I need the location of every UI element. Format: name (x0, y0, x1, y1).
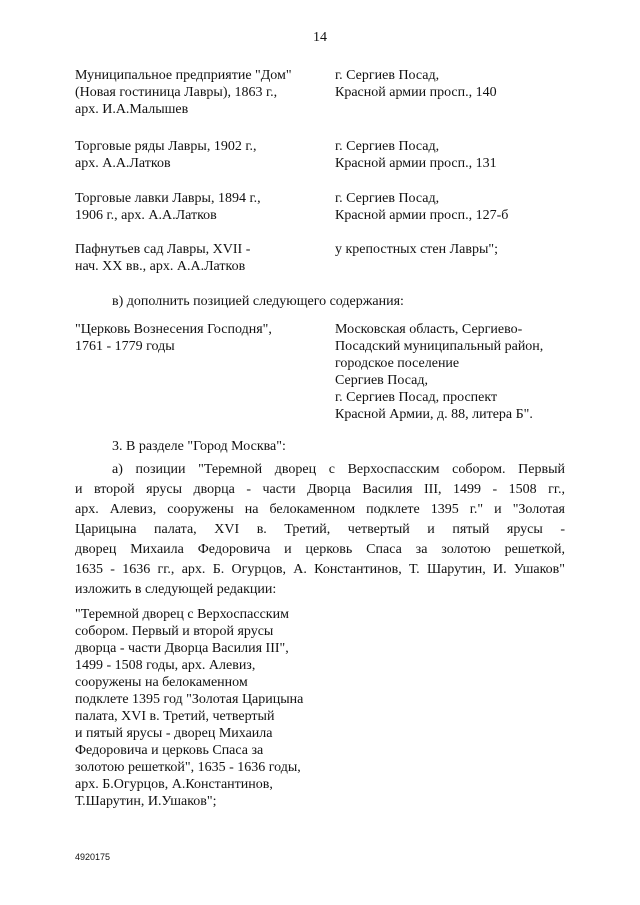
text-line: г. Сергиев Посад, (335, 68, 440, 83)
text-line: Торговые лавки Лавры, 1894 г., (75, 191, 261, 206)
text-line: арх. Б.Огурцов, А.Константинов, (75, 777, 273, 792)
text-line: 1499 - 1508 годы, арх. Алевиз, (75, 658, 256, 673)
text-line: сооружены на белокаменном (75, 675, 248, 690)
entry-object-name (75, 321, 330, 355)
text-line: Красной армии просп., 127-б (335, 208, 509, 223)
text-line: г. Сергиев Посад, проспект (335, 390, 498, 405)
text-line: золотою решеткой", 1635 - 1636 годы, (75, 760, 301, 775)
text-line: дворец Михаила Федоровича и церковь Спаса за золотою решеткой, (75, 542, 565, 557)
entry-object-name (75, 241, 330, 275)
text-line: собором. Первый и второй ярусы (75, 624, 274, 639)
text-line: арх. И.А.Малышев (75, 102, 189, 117)
page-number: 14 (313, 30, 327, 45)
list-item (75, 190, 585, 226)
text-line: палата, XVI в. Третий, четвертый (75, 709, 275, 724)
text-line: Красной армии просп., 131 (335, 156, 497, 171)
clause-v: в) дополнить позицией следующего содержания: (112, 294, 404, 309)
text-line: Торговые ряды Лавры, 1902 г., (75, 139, 257, 154)
text-line: и пятый ярусы - дворец Михаила (75, 726, 273, 741)
entry-address (335, 241, 585, 258)
text-line: г. Сергиев Посад, (335, 191, 440, 206)
text-line: а) позиции "Теремной дворец с Верхоспасским собором. Первый (112, 462, 565, 477)
text-line: арх. А.А.Латков (75, 156, 171, 171)
text-line: 1635 - 1636 гг., арх. Б. Огурцов, А. Константинов, Т. Шарутин, И. Ушаков" (75, 562, 565, 577)
text-line: и второй ярусы дворца - части Дворца Василия III, 1499 - 1508 гг., (75, 482, 565, 497)
text-line: г. Сергиев Посад, (335, 139, 440, 154)
text-line: у крепостных стен Лавры"; (335, 242, 498, 257)
section-heading: 3. В разделе "Город Москва": (112, 439, 286, 454)
entry-object-name (75, 67, 330, 118)
text-line: 1906 г., арх. А.А.Латков (75, 208, 217, 223)
entry-address (335, 190, 585, 224)
text-line: изложить в следующей редакции: (75, 582, 277, 597)
text-line: "Церковь Вознесения Господня", (75, 322, 272, 337)
text-line: Сергиев Посад, (335, 373, 428, 388)
quoted-wording (75, 606, 345, 810)
text-line: Московская область, Сергиево- (335, 322, 523, 337)
new-entry (75, 321, 585, 431)
footer-document-code: 4920175 (75, 852, 111, 862)
text-line: Посадский муниципальный район, (335, 339, 544, 354)
text-line: подклете 1395 год "Золотая Царицына (75, 692, 304, 707)
text-line: дворца - части Дворца Василия III", (75, 641, 289, 656)
text-line: (Новая гостиница Лавры), 1863 г., (75, 85, 278, 100)
text-line: нач. XX вв., арх. А.А.Латков (75, 259, 246, 274)
text-line: Царицына палата, XVI в. Третий, четвертый и пятый ярусы - (75, 522, 565, 537)
text-line: "Теремной дворец с Верхоспасским (75, 607, 289, 622)
text-line: Муниципальное предприятие "Дом" (75, 68, 292, 83)
text-line: Федоровича и церковь Спаса за (75, 743, 264, 758)
list-item (75, 138, 585, 174)
list-item (75, 67, 585, 122)
text-line: Т.Шарутин, И.Ушаков"; (75, 794, 217, 809)
list-item (75, 241, 585, 277)
entry-object-name (75, 138, 330, 172)
entry-object-name (75, 190, 330, 224)
entry-address (335, 321, 585, 423)
entry-address (335, 67, 585, 101)
entry-address (335, 138, 585, 172)
clause-a-paragraph (75, 461, 565, 601)
text-line: Красной Армии, д. 88, литера Б". (335, 407, 533, 422)
text-line: городское поселение (335, 356, 460, 371)
text-line: 1761 - 1779 годы (75, 339, 175, 354)
text-line: Красной армии просп., 140 (335, 85, 497, 100)
text-line: Пафнутьев сад Лавры, XVII - (75, 242, 251, 257)
text-line: арх. Алевиз, сооружены на белокаменном подклете 1395 г." и "Золотая (75, 502, 565, 517)
